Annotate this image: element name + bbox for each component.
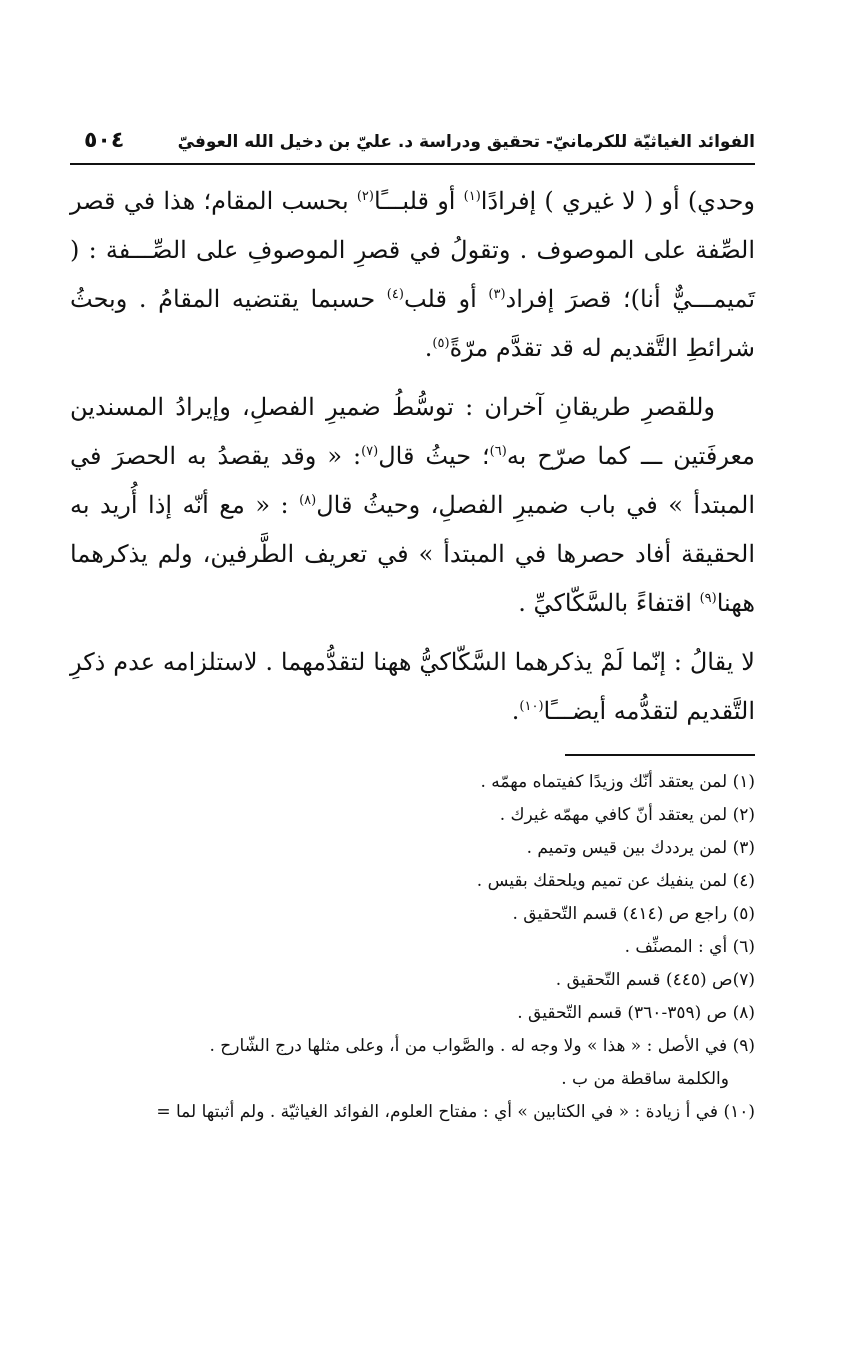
footnote-ref-7: (٧)	[361, 444, 379, 459]
footnote-ref-10: (١٠)	[519, 699, 544, 714]
footnote-ref-3: (٣)	[488, 287, 506, 302]
footnote-2: (٢) لمن يعتقد أنّ كافي مهمّه غيرك .	[499, 805, 755, 825]
footnote-ref-1: (١)	[463, 189, 481, 204]
text-run: لا يقالُ : إنّما لَمْ يذكرهما السَّكّاكيُّ ههنا لتقدُّمهما . لاستلزامه عدم ذكرِ التَّقديم لتقدُّمه أيضـــًا	[70, 648, 755, 725]
footnote-ref-6: (٦)	[489, 444, 507, 459]
continuation-text: والكلمة ساقطة من ب .	[561, 1069, 729, 1089]
footnote-5: (٥) راجع ص (٤١٤) قسم التّحقيق .	[512, 904, 755, 924]
text-run: بحسب المقام؛ هذا في قصر الصِّفة على الموصوف . وتقولُ في قصرِ الموصوفِ على الصِّـــفة : ( تَميمـــيٌّ أنا)؛ قصرَ إفراد	[70, 187, 756, 313]
footnote-4: (٤) لمن ينفيك عن تميم ويلحقك بقيس .	[476, 871, 755, 891]
footnote-9-continuation	[70, 1063, 755, 1096]
footnote-9: (٩) في الأصل : « هذا » ولا وجه له . والصَّواب من أ، وعلى مثلها درج الشّارح .	[209, 1036, 755, 1056]
text-run: أو قلب	[403, 285, 489, 313]
running-header	[70, 128, 755, 165]
footnote-ref-8: (٨)	[299, 493, 317, 508]
footnote-7: (٧)ص (٤٤٥) قسم التّحقيق .	[555, 970, 755, 990]
text-run: : « مع أنّه إذا أُريد به الحقيقة أفاد حصرها في المبتدأ » في تعريف الطَّرفين، ولم يذكرهما ههنا	[70, 491, 755, 617]
text-run: ؛ حيثُ قال	[378, 442, 490, 470]
text-run: وحدي) أو ( لا غيري ) إفرادًا	[480, 187, 755, 215]
text-run: أو قلبـــًا	[373, 187, 464, 215]
footnote-separator	[565, 754, 755, 756]
text-run: : « وقد يقصدُ به الحصرَ في المبتدأ » في باب ضميرِ الفصلِ، وحيثُ قال	[70, 442, 755, 519]
footnote-1: (١) لمن يعتقد أنّك وزيدًا كفيتماه مهمّه .	[480, 772, 755, 792]
footnote-6: (٦) أي : المصنِّف .	[624, 937, 755, 957]
page-number: ٥٠٤	[84, 128, 125, 153]
footnote-ref-4: (٤)	[386, 287, 404, 302]
paragraph-1	[70, 177, 755, 373]
text-run: اقتفاءً بالسَّكّاكيِّ .	[518, 589, 700, 617]
header-title: الفوائد الغياثيّة للكرمانيّ- تحقيق ودراسة د. عليّ بن دخيل الله العوفيّ	[177, 132, 755, 152]
footnote-ref-2: (٢)	[356, 189, 374, 204]
footnote-8: (٨) ص (٣٥٩-٣٦٠) قسم التّحقيق .	[517, 1003, 755, 1023]
book-page	[70, 128, 755, 1129]
paragraph-2	[70, 383, 755, 628]
footnote-ref-9: (٩)	[699, 591, 717, 606]
footnotes	[70, 766, 755, 1129]
footnote-ref-5: (٥)	[432, 336, 450, 351]
footnote-3: (٣) لمن يرددك بين قيس وتميم .	[526, 838, 755, 858]
footnote-10: (١٠) في أ زيادة : « في الكتابين » أي : مفتاح العلوم، الفوائد الغياثيّة . ولم أثبتها لما =	[156, 1102, 755, 1122]
text-run: .	[511, 697, 520, 725]
text-run: وللقصرِ طريقانِ آخران : توسُّطُ ضميرِ الفصلِ، وإيرادُ المسندين معرفَتين ـــ كما صرّح به	[70, 393, 755, 470]
text-run: .	[424, 334, 433, 362]
paragraph-3	[70, 638, 755, 736]
text-run: حسبما يقتضيه المقامُ . وبحثُ شرائطِ التَّقديم له قد تقدَّم مرّةً	[70, 285, 755, 362]
main-text	[70, 177, 755, 736]
